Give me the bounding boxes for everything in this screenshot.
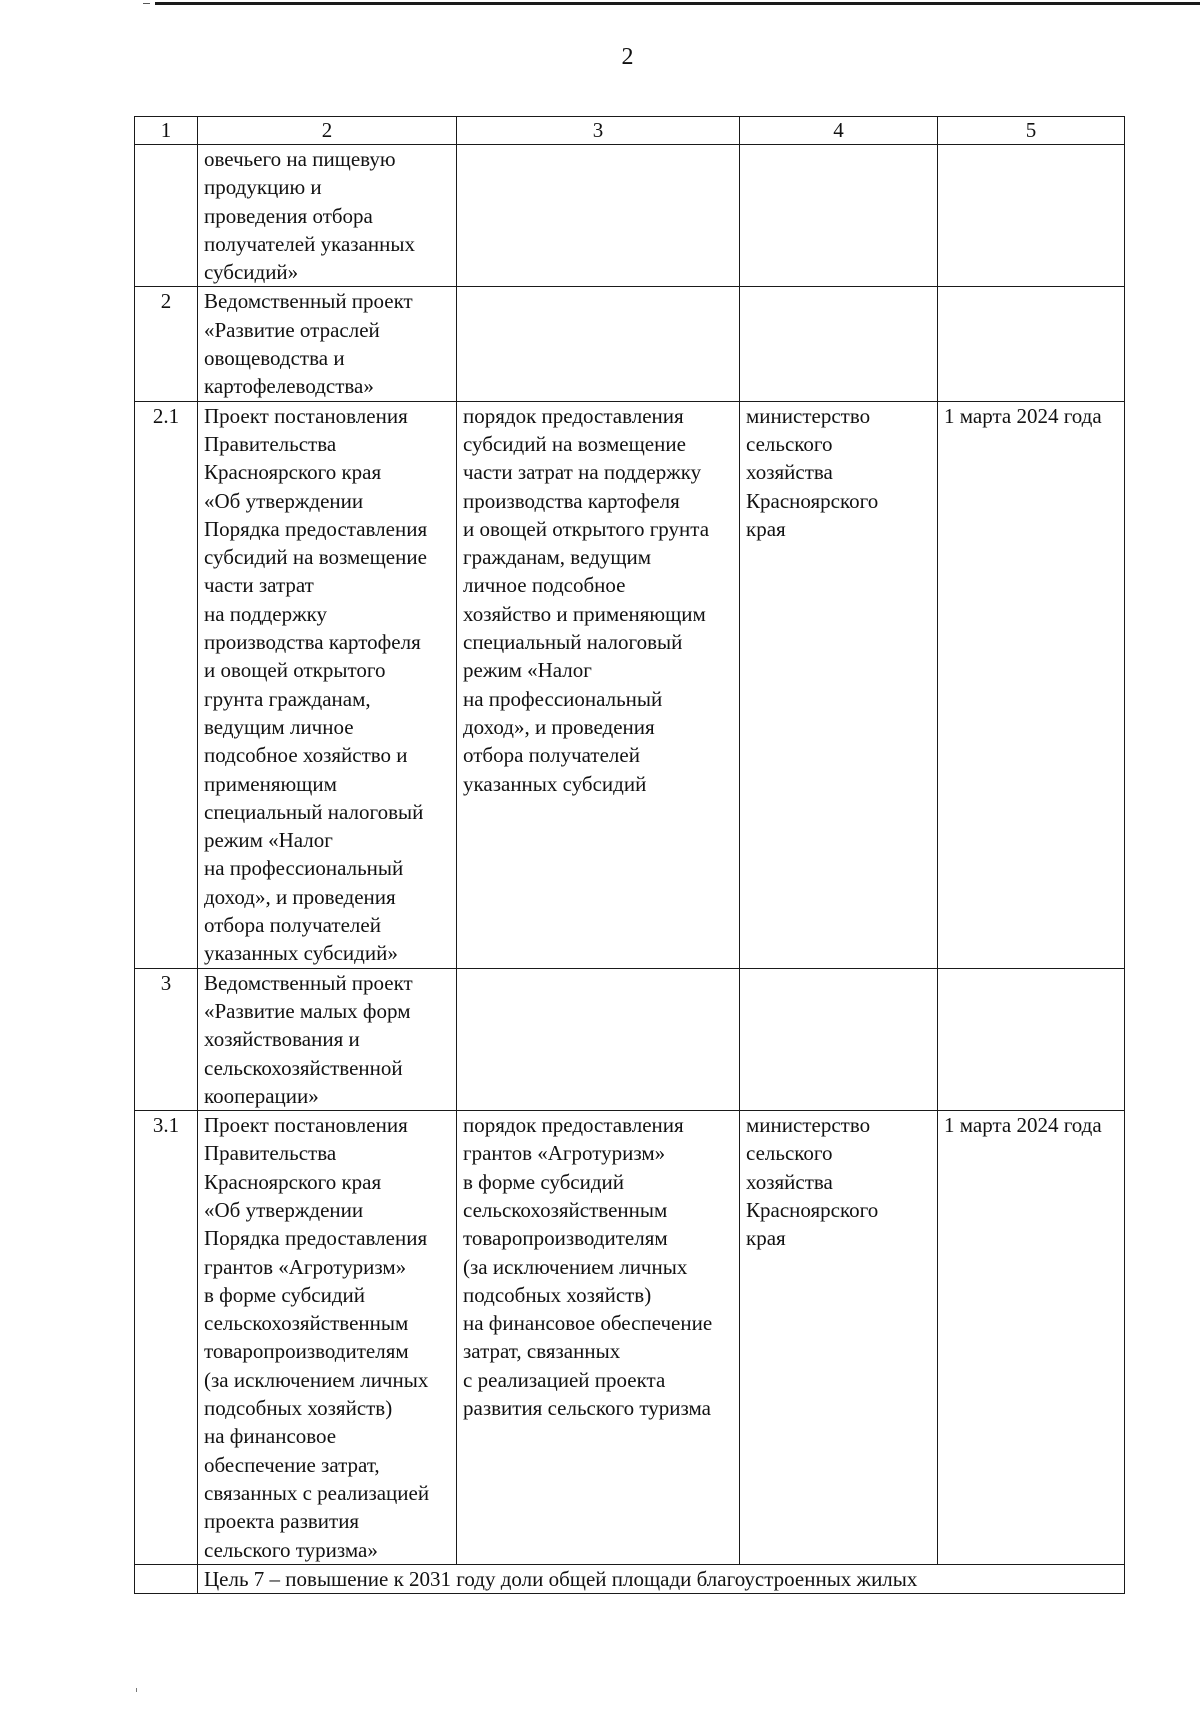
- column-header-5: 5: [938, 117, 1125, 145]
- goal-row: [135, 1564, 1125, 1593]
- column-header-1: 1: [135, 117, 198, 145]
- measure-name: Проект постановления Правительства Красноярского края «Об утверждении Порядка предоставления субсидий на возмещение части затрат на поддержку производства картофеля и овощей открытого грунта гражданам, ведущим личное подсобное хозяйство и применяющим специальный налоговый режим «Налог на профессиональный доход», и проведения отбора получателей указанных субсидий»: [198, 401, 457, 968]
- scan-edge-mark: [143, 3, 150, 4]
- deadline: 1 марта 2024 года: [938, 401, 1125, 968]
- table-row: [135, 1111, 1125, 1565]
- column-header-3: 3: [457, 117, 740, 145]
- table-row: [135, 287, 1125, 401]
- column-header-2: 2: [198, 117, 457, 145]
- table-row: [135, 401, 1125, 968]
- responsible-executor: [740, 287, 938, 401]
- measure-content: [457, 145, 740, 287]
- responsible-executor: министерство сельского хозяйства Красноярского края: [740, 1111, 938, 1565]
- measure-name: Ведомственный проект «Развитие отраслей овощеводства и картофелеводства»: [198, 287, 457, 401]
- deadline: [938, 968, 1125, 1110]
- measures-table: [134, 116, 1125, 1594]
- measure-name: Проект постановления Правительства Красноярского края «Об утверждении Порядка предоставления грантов «Агротуризм» в форме субсидий сельскохозяйственным товаропроизводителям (за исключением личных подсобных хозяйств) на финансовое обеспечение затрат, связанных с реализацией проекта развития сельского туризма»: [198, 1111, 457, 1565]
- scan-speck: [136, 1688, 137, 1692]
- deadline: 1 марта 2024 года: [938, 1111, 1125, 1565]
- responsible-executor: [740, 968, 938, 1110]
- deadline: [938, 287, 1125, 401]
- goal-text: Цель 7 – повышение к 2031 году доли общей площади благоустроенных жилых: [198, 1564, 1125, 1593]
- measure-content: порядок предоставления грантов «Агротуризм» в форме субсидий сельскохозяйственным товаропроизводителям (за исключением личных подсобных хозяйств) на финансовое обеспечение затрат, связанных с реализацией проекта развития сельского туризма: [457, 1111, 740, 1565]
- row-number: 2.1: [135, 401, 198, 968]
- table-row: [135, 968, 1125, 1110]
- row-number: 3: [135, 968, 198, 1110]
- responsible-executor: [740, 145, 938, 287]
- measure-content: порядок предоставления субсидий на возмещение части затрат на поддержку производства картофеля и овощей открытого грунта гражданам, ведущим личное подсобное хозяйство и применяющим специальный налоговый режим «Налог на профессиональный доход», и проведения отбора получателей указанных субсидий: [457, 401, 740, 968]
- page-number: 2: [621, 44, 634, 70]
- row-number: [135, 145, 198, 287]
- deadline: [938, 145, 1125, 287]
- measure-content: [457, 287, 740, 401]
- scan-top-edge: [155, 2, 1200, 5]
- column-header-4: 4: [740, 117, 938, 145]
- measure-content: [457, 968, 740, 1110]
- goal-row-number: [135, 1564, 198, 1593]
- row-number: 2: [135, 287, 198, 401]
- measure-name: овечьего на пищевую продукцию и проведения отбора получателей указанных субсидий»: [198, 145, 457, 287]
- measure-name: Ведомственный проект «Развитие малых форм хозяйствования и сельскохозяйственной кооперации»: [198, 968, 457, 1110]
- row-number: 3.1: [135, 1111, 198, 1565]
- table-row: [135, 145, 1125, 287]
- responsible-executor: министерство сельского хозяйства Красноярского края: [740, 401, 938, 968]
- table-header-row: [135, 117, 1125, 145]
